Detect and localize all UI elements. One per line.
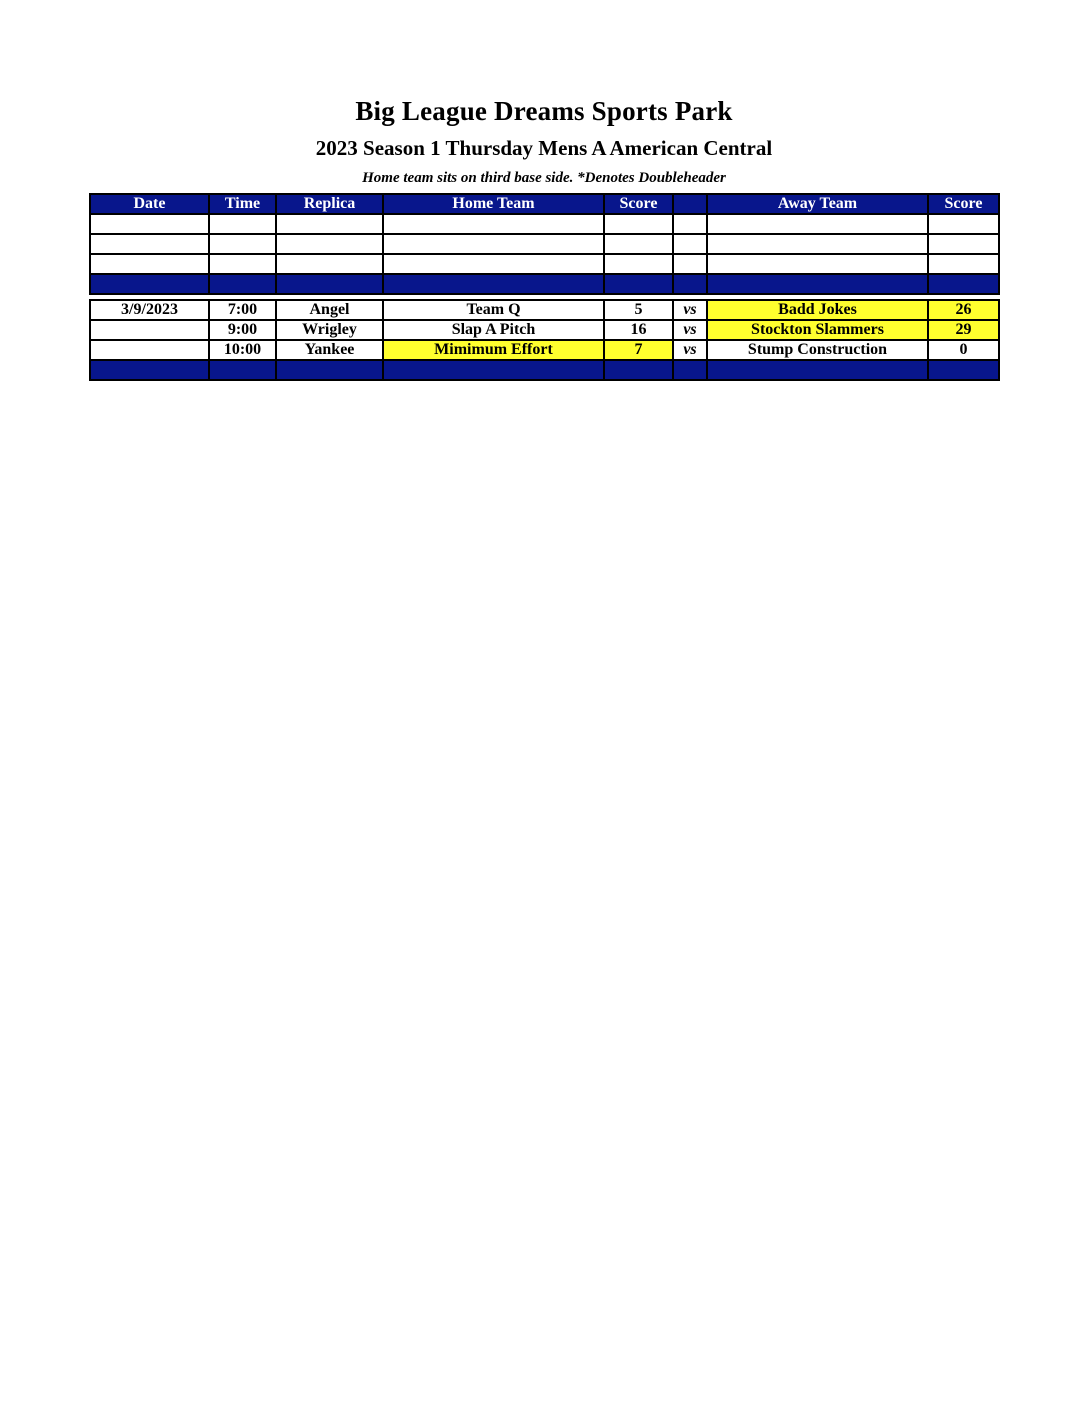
header-away-team: Away Team (707, 194, 928, 214)
home-score: 5 (604, 300, 673, 320)
header-row (90, 194, 999, 214)
game-date (90, 320, 209, 340)
game-date: 3/9/2023 (90, 300, 209, 320)
game-time: 10:00 (209, 340, 276, 360)
header-vs (673, 194, 707, 214)
empty-row (90, 234, 999, 254)
header-date: Date (90, 194, 209, 214)
game-replica: Wrigley (276, 320, 383, 340)
header-time: Time (209, 194, 276, 214)
game-row (90, 320, 999, 340)
page-subtitle: 2023 Season 1 Thursday Mens A American Central (315, 136, 773, 160)
vs-label: vs (673, 340, 707, 360)
empty-row (90, 254, 999, 274)
game-replica: Angel (276, 300, 383, 320)
game-date (90, 340, 209, 360)
empty-row (90, 214, 999, 234)
home-score: 16 (604, 320, 673, 340)
away-team: Badd Jokes (707, 300, 928, 320)
game-replica: Yankee (276, 340, 383, 360)
home-team: Slap A Pitch (383, 320, 604, 340)
away-team: Stockton Slammers (707, 320, 928, 340)
game-time: 7:00 (209, 300, 276, 320)
game-row (90, 300, 999, 320)
away-score: 0 (928, 340, 999, 360)
home-score: 7 (604, 340, 673, 360)
header-replica: Replica (276, 194, 383, 214)
schedule-table (89, 193, 1000, 381)
header-home-score: Score (604, 194, 673, 214)
game-time: 9:00 (209, 320, 276, 340)
schedule-note: Home team sits on third base side. *Denotes Doubleheader (362, 170, 726, 186)
header-away-score: Score (928, 194, 999, 214)
home-team: Team Q (383, 300, 604, 320)
vs-label: vs (673, 320, 707, 340)
header-home-team: Home Team (383, 194, 604, 214)
home-team: Mimimum Effort (383, 340, 604, 360)
separator-row (90, 360, 999, 380)
away-team: Stump Construction (707, 340, 928, 360)
away-score: 29 (928, 320, 999, 340)
page-title: Big League Dreams Sports Park (355, 96, 733, 126)
separator-row (90, 274, 999, 294)
away-score: 26 (928, 300, 999, 320)
game-row (90, 340, 999, 360)
vs-label: vs (673, 300, 707, 320)
